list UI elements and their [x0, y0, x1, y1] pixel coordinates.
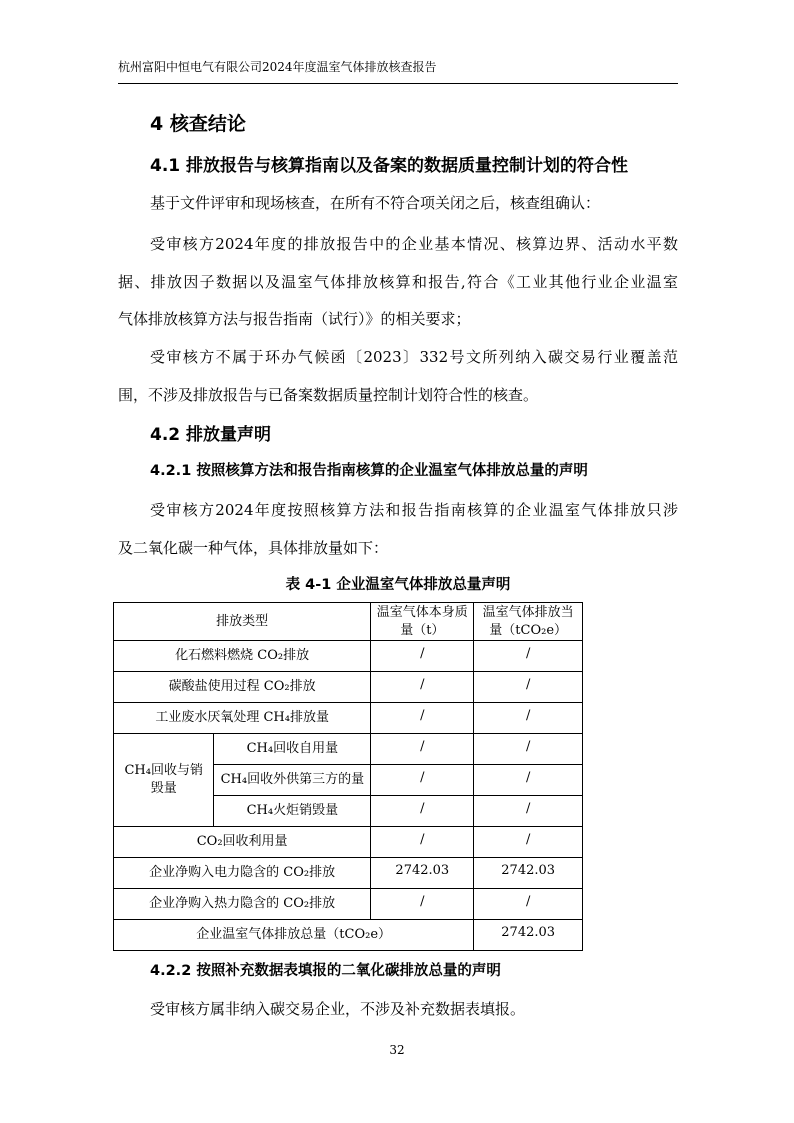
running-header: 杭州富阳中恒电气有限公司2024年度温室气体排放核查报告	[118, 60, 437, 74]
header-type: 排放类型	[114, 603, 371, 641]
co2e-cell: /	[474, 796, 583, 827]
row-label: CH₄回收自用量	[214, 734, 371, 765]
section-4-2-2-heading: 4.2.2 按照补充数据表填报的二氧化碳排放总量的声明	[150, 963, 501, 979]
co2e-cell: /	[474, 889, 583, 920]
mass-cell: /	[371, 765, 474, 796]
section-4-heading: 4 核查结论	[150, 113, 246, 135]
table-row	[114, 641, 583, 672]
table-header-row	[114, 603, 583, 641]
row-label: CH₄回收外供第三方的量	[214, 765, 371, 796]
table-caption: 表 4-1 企业温室气体排放总量声明	[285, 577, 511, 593]
section-4-1-heading: 4.1 排放报告与核算指南以及备案的数据质量控制计划的符合性	[150, 156, 629, 176]
section-4-2-heading: 4.2 排放量声明	[150, 425, 272, 445]
header-mass: 温室气体本身质量（t）	[371, 603, 474, 641]
table-row-total	[114, 920, 583, 951]
paragraph-line: 受审核方2024年度按照核算方法和报告指南核算的企业温室气体排放只涉	[150, 501, 678, 519]
row-label: 碳酸盐使用过程 CO₂排放	[114, 672, 371, 703]
row-label: CH₄火炬销毁量	[214, 796, 371, 827]
table-row	[114, 734, 583, 765]
mass-cell: /	[371, 641, 474, 672]
co2e-cell: 2742.03	[474, 920, 583, 951]
row-label: 企业净购入热力隐含的 CO₂排放	[114, 889, 371, 920]
table-row	[114, 703, 583, 734]
co2e-cell: /	[474, 641, 583, 672]
paragraph-line: 受审核方属非纳入碳交易企业，不涉及补充数据表填报。	[150, 1000, 526, 1018]
group-label	[114, 734, 214, 827]
row-label: CO₂回收利用量	[114, 827, 371, 858]
paragraph-line: 及二氧化碳一种气体，具体排放量如下：	[118, 539, 389, 557]
row-label: 企业净购入电力隐含的 CO₂排放	[114, 858, 371, 889]
co2e-cell: /	[474, 734, 583, 765]
row-label: 化石燃料燃烧 CO₂排放	[114, 641, 371, 672]
emissions-table	[113, 602, 583, 951]
paragraph-line: 受审核方2024年度的排放报告中的企业基本情况、核算边界、活动水平数	[150, 235, 678, 253]
co2e-cell: 2742.03	[474, 858, 583, 889]
paragraph-line: 据、排放因子数据以及温室气体排放核算和报告,符合《工业其他行业企业温室	[118, 273, 678, 291]
table-row	[114, 827, 583, 858]
co2e-cell: /	[474, 827, 583, 858]
section-4-2-1-heading: 4.2.1 按照核算方法和报告指南核算的企业温室气体排放总量的声明	[150, 463, 588, 479]
paragraph-line: 围，不涉及排放报告与已备案数据质量控制计划符合性的核查。	[118, 386, 539, 404]
mass-cell: /	[371, 827, 474, 858]
page-number: 32	[389, 1043, 405, 1057]
mass-cell: /	[371, 889, 474, 920]
paragraph-line: 气体排放核算方法与报告指南（试行）》的相关要求；	[118, 310, 471, 328]
row-label: 工业废水厌氧处理 CH₄排放量	[114, 703, 371, 734]
mass-cell: /	[371, 796, 474, 827]
table-row	[114, 889, 583, 920]
group-label-text: CH₄回收与销毁量	[124, 763, 203, 796]
mass-cell: 2742.03	[371, 858, 474, 889]
co2e-cell: /	[474, 703, 583, 734]
co2e-cell: /	[474, 765, 583, 796]
table-row	[114, 858, 583, 889]
mass-cell: /	[371, 672, 474, 703]
co2e-cell: /	[474, 672, 583, 703]
table-row	[114, 672, 583, 703]
row-label: 企业温室气体排放总量（tCO₂e）	[114, 920, 474, 951]
paragraph-line: 基于文件评审和现场核查，在所有不符合项关闭之后，核查组确认：	[150, 194, 601, 212]
paragraph-line: 受审核方不属于环办气候函〔2023〕332号文所列纳入碳交易行业覆盖范	[150, 348, 678, 366]
header-co2e: 温室气体排放当量（tCO₂e）	[474, 603, 583, 641]
mass-cell: /	[371, 703, 474, 734]
header-rule	[118, 83, 678, 84]
mass-cell: /	[371, 734, 474, 765]
